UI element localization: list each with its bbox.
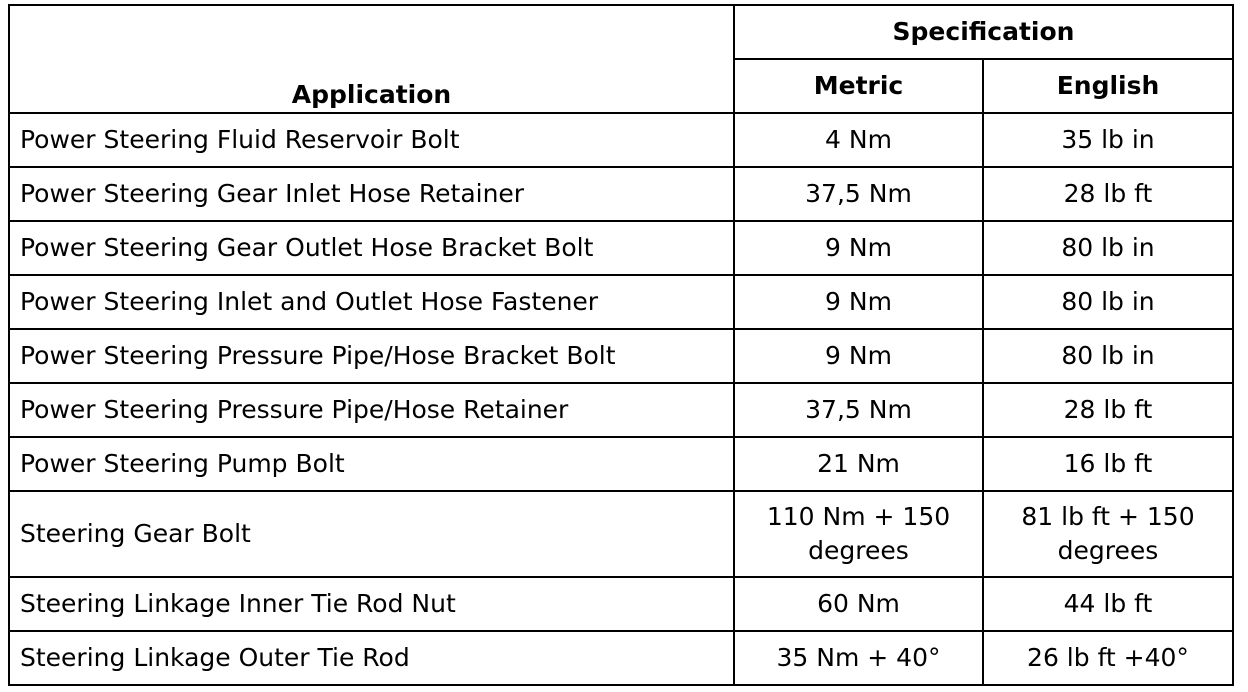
cell-application: Power Steering Pump Bolt xyxy=(9,437,734,491)
cell-metric: 110 Nm + 150 degrees xyxy=(734,491,983,577)
cell-application: Power Steering Gear Inlet Hose Retainer xyxy=(9,167,734,221)
cell-english: 81 lb ft + 150 degrees xyxy=(983,491,1233,577)
cell-metric: 21 Nm xyxy=(734,437,983,491)
cell-english: 28 lb ft xyxy=(983,167,1233,221)
cell-application: Steering Gear Bolt xyxy=(9,491,734,577)
header-metric: Metric xyxy=(734,59,983,113)
header-row-top xyxy=(9,5,1233,59)
header-english: English xyxy=(983,59,1233,113)
cell-english: 80 lb in xyxy=(983,275,1233,329)
cell-english: 26 lb ft +40° xyxy=(983,631,1233,685)
cell-english: 80 lb in xyxy=(983,221,1233,275)
table-row xyxy=(9,221,1233,275)
cell-english: 80 lb in xyxy=(983,329,1233,383)
cell-application: Steering Linkage Inner Tie Rod Nut xyxy=(9,577,734,631)
cell-english: 44 lb ft xyxy=(983,577,1233,631)
cell-application: Power Steering Pressure Pipe/Hose Bracket Bolt xyxy=(9,329,734,383)
cell-english: 28 lb ft xyxy=(983,383,1233,437)
header-application: Application xyxy=(9,5,734,113)
cell-application: Power Steering Fluid Reservoir Bolt xyxy=(9,113,734,167)
cell-application: Steering Linkage Outer Tie Rod xyxy=(9,631,734,685)
table-row xyxy=(9,631,1233,685)
cell-english: 35 lb in xyxy=(983,113,1233,167)
cell-metric: 37,5 Nm xyxy=(734,383,983,437)
cell-application: Power Steering Gear Outlet Hose Bracket Bolt xyxy=(9,221,734,275)
cell-application: Power Steering Inlet and Outlet Hose Fastener xyxy=(9,275,734,329)
cell-metric: 35 Nm + 40° xyxy=(734,631,983,685)
cell-metric: 9 Nm xyxy=(734,275,983,329)
table-row xyxy=(9,275,1233,329)
table-row xyxy=(9,577,1233,631)
torque-spec-table xyxy=(8,4,1234,686)
cell-english: 16 lb ft xyxy=(983,437,1233,491)
table-row xyxy=(9,329,1233,383)
cell-metric: 4 Nm xyxy=(734,113,983,167)
table-row xyxy=(9,491,1233,577)
table-row xyxy=(9,167,1233,221)
table-row xyxy=(9,383,1233,437)
cell-metric: 37,5 Nm xyxy=(734,167,983,221)
header-specification: Specification xyxy=(734,5,1233,59)
cell-metric: 60 Nm xyxy=(734,577,983,631)
cell-application: Power Steering Pressure Pipe/Hose Retainer xyxy=(9,383,734,437)
table-row xyxy=(9,437,1233,491)
table-row xyxy=(9,113,1233,167)
cell-metric: 9 Nm xyxy=(734,221,983,275)
cell-metric: 9 Nm xyxy=(734,329,983,383)
